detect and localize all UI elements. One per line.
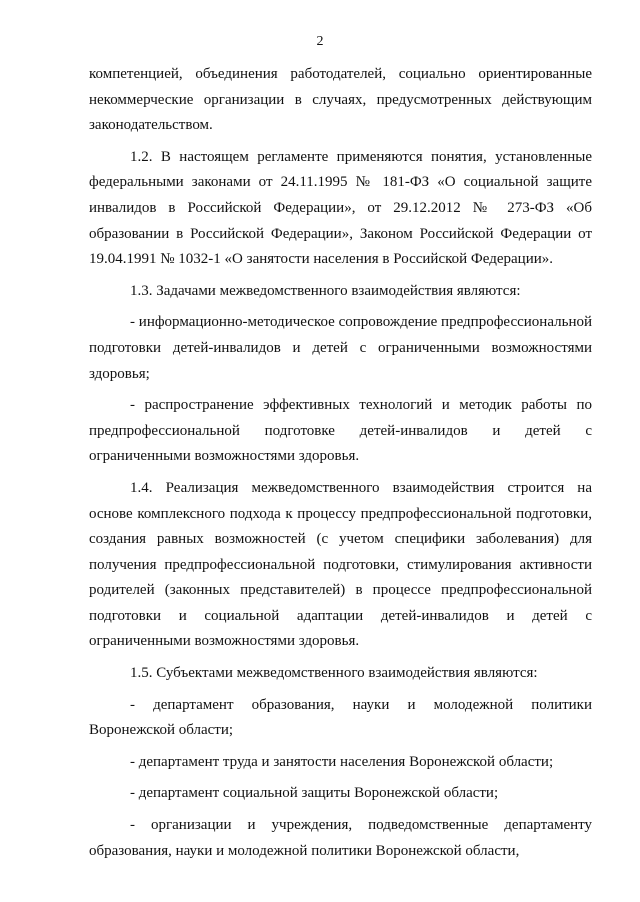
list-item-task-methodical-support: - информационно-методическое сопровождение предпрофессиональной подготовки детей-инвалидов и детей с ограниченными возможностями здоровья; <box>89 314 592 382</box>
list-item-subject-labour-department: - департамент труда и занятости населения Воронежской области; <box>130 753 554 770</box>
paragraph-continuation: компетенцией, объединения работодателей, социально ориентированные некоммерческие организации в случаях, предусмотренных действующим законодательством. <box>89 66 592 134</box>
document-body <box>89 62 592 870</box>
list-item-subject-social-department: - департамент социальной защиты Воронежской области; <box>130 785 499 802</box>
list-item-task-technologies: - распространение эффективных технологий и методик работы по предпрофессиональной подготовке детей-инвалидов и детей с ограниченными возможностями здоровья. <box>89 397 592 465</box>
paragraph-1-5-subjects-heading: 1.5. Субъектами межведомственного взаимодействия являются: <box>130 665 538 682</box>
page-number: 2 <box>316 34 324 49</box>
paragraph-1-4-implementation: 1.4. Реализация межведомственного взаимодействия строится на основе комплексного подхода к процессу предпрофессиональной подготовки, создания равных возможностей (с учетом специфики заболевания) для получения предпрофессиональной подготовки, стимулирования активности родителей (законных представителей) в процессе предпрофессиональной подготовки и социальной адаптации детей-инвалидов и детей с ограниченными возможностями здоровья. <box>89 479 592 650</box>
paragraph-1-3-tasks-heading: 1.3. Задачами межведомственного взаимодействия являются: <box>130 282 521 299</box>
list-item-subject-education-department: - департамент образования, науки и молодежной политики Воронежской области; <box>89 696 592 739</box>
list-item-subject-subordinate-organizations: - организации и учреждения, подведомственные департаменту образования, науки и молодежной политики Воронежской области, <box>89 817 592 859</box>
paragraph-1-2-definitions: 1.2. В настоящем регламенте применяются понятия, установленные федеральными законами от 24.11.1995 № 181-ФЗ «О социальной защите инвалидов в Российской Федерации», от 29.12.2012 № 273-ФЗ «Об образовании в Российской Федерации», Законом Российской Федерации от 19.04.1991 № 1032-1 «О занятости населения в Российской Федерации». <box>89 148 592 268</box>
